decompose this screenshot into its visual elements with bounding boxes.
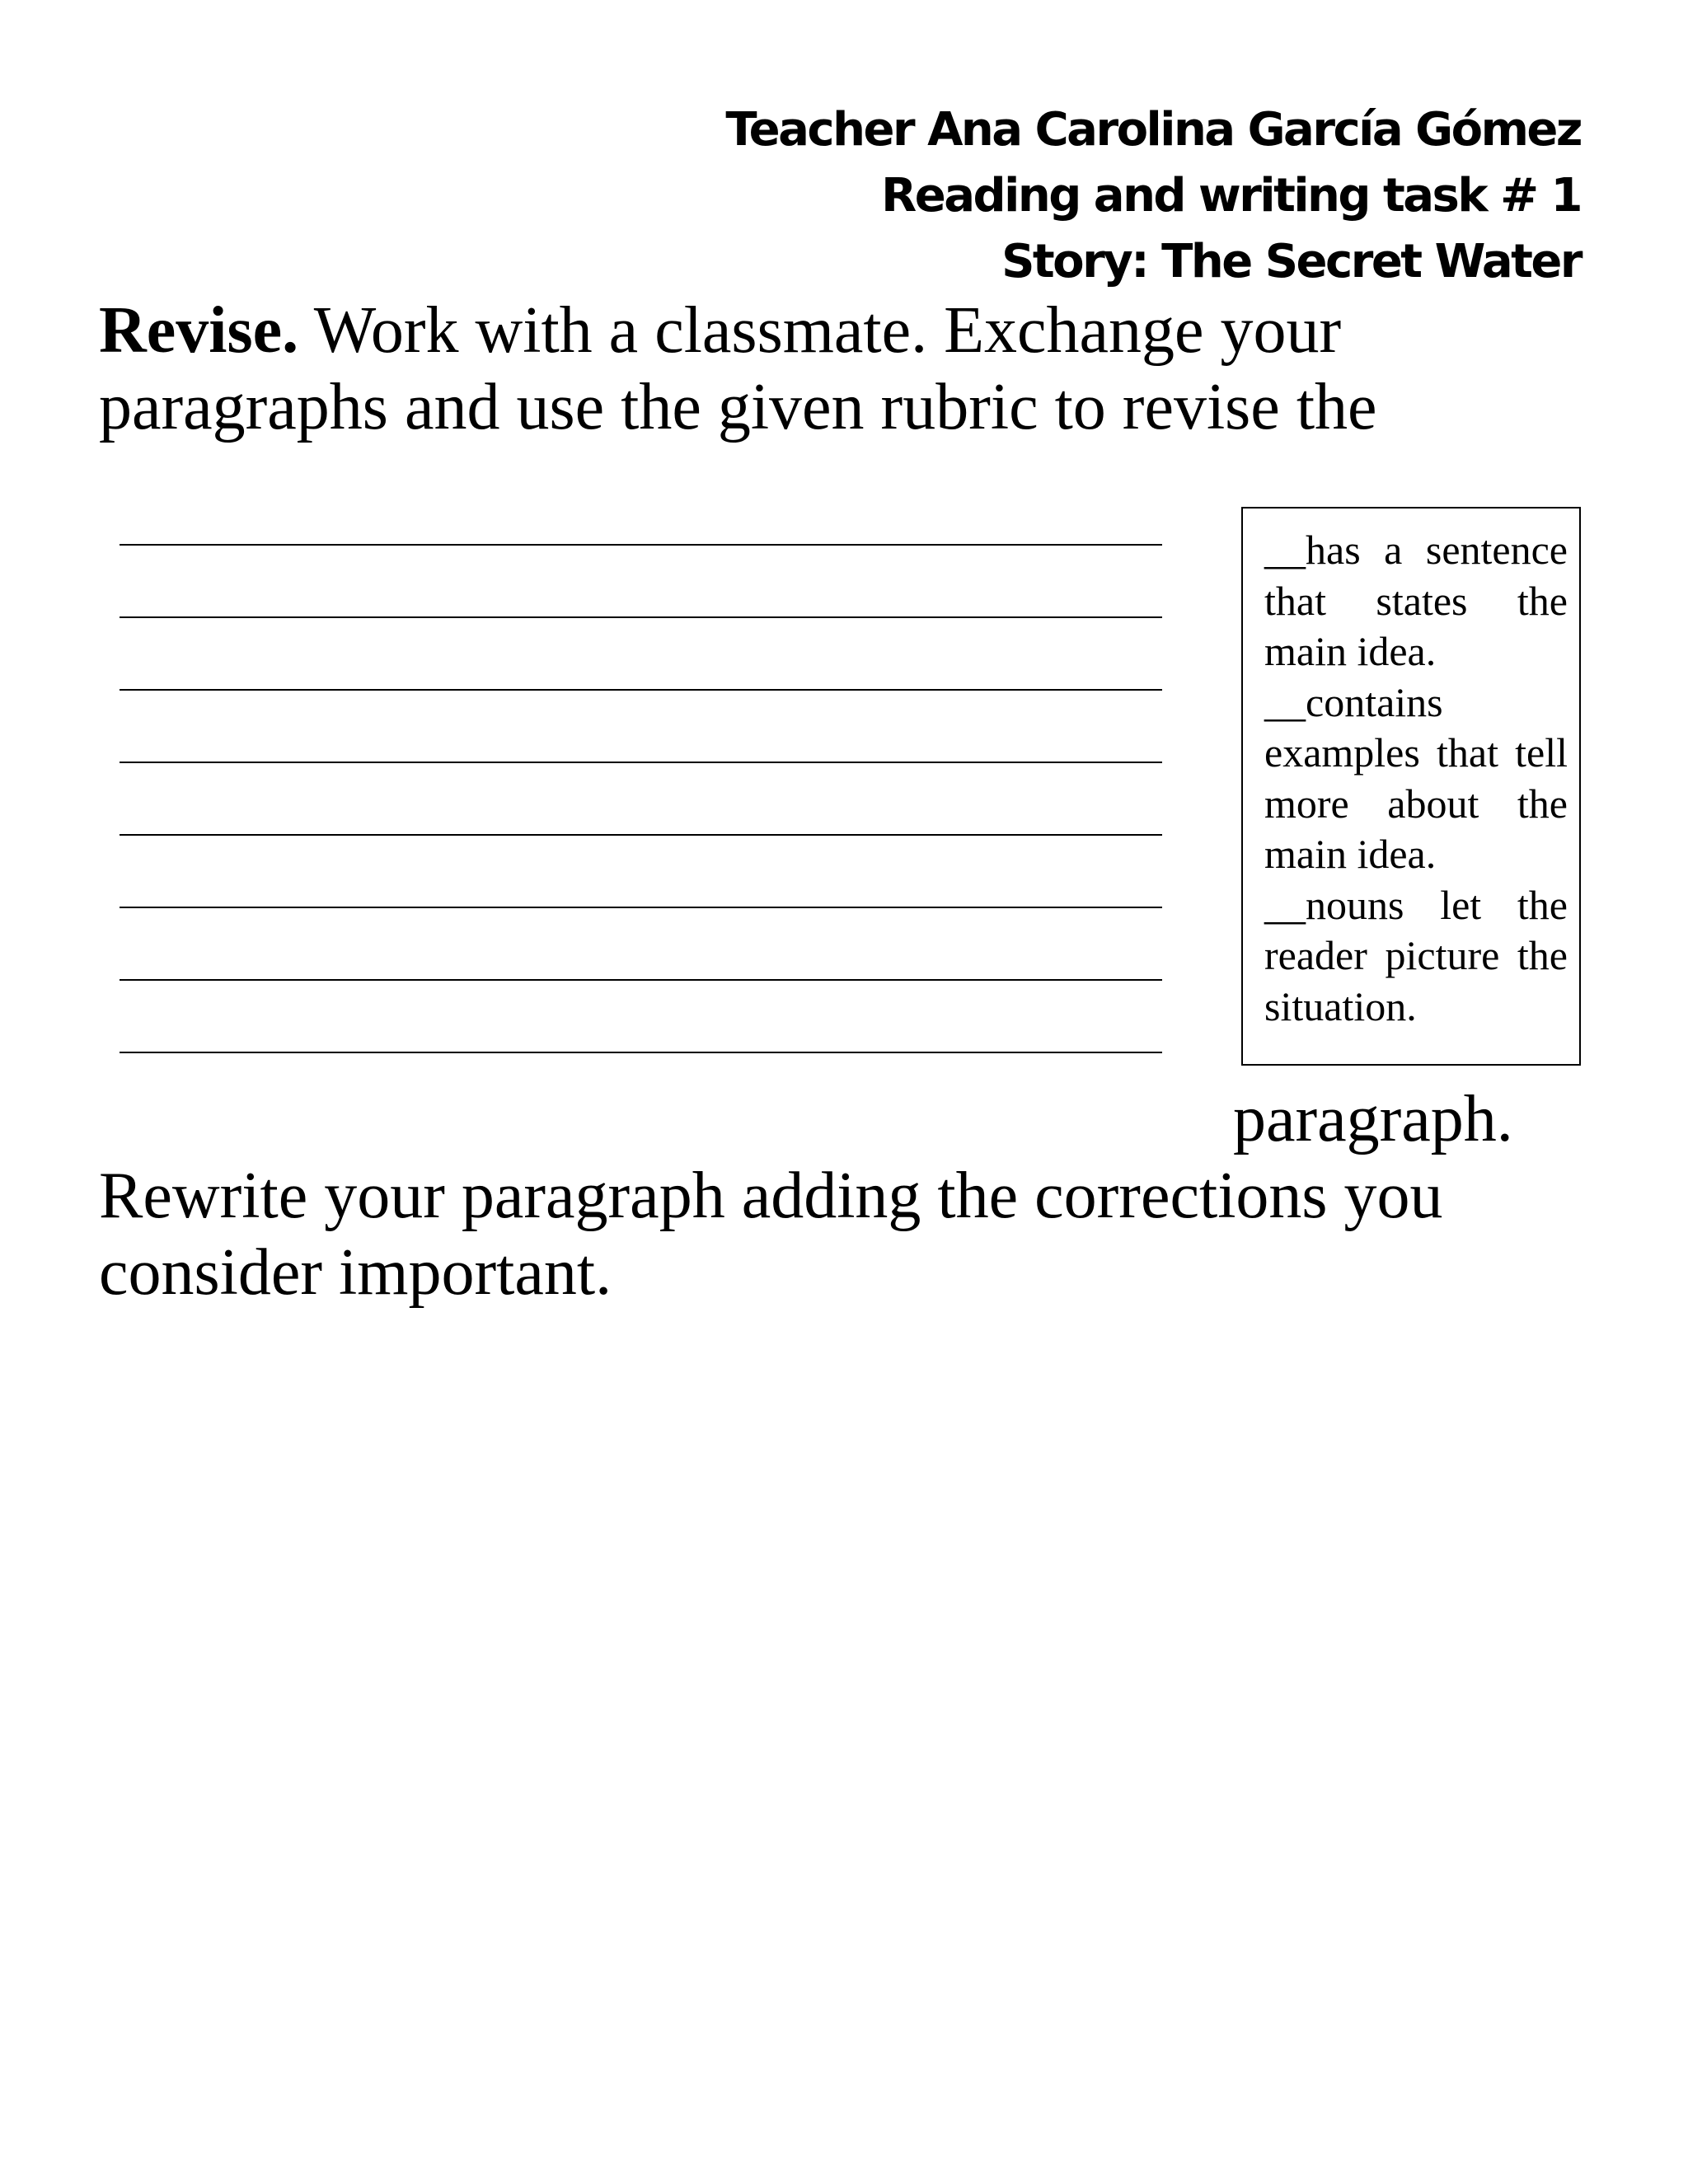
rewrite-line-2: consider important.	[99, 1236, 612, 1309]
teacher-name: Teacher Ana Carolina García Gómez	[725, 103, 1581, 157]
writing-line[interactable]	[120, 544, 1162, 546]
writing-line[interactable]	[120, 689, 1162, 691]
rubric-item: __has a sentence that states the main idea.	[1264, 527, 1568, 674]
writing-line[interactable]	[120, 907, 1162, 908]
rubric-item: __nouns let the reader picture the situation.	[1264, 881, 1568, 1029]
rubric-item: __contains examples that tell more about the main idea.	[1264, 678, 1568, 877]
revise-line-3: paragraph.	[1233, 1083, 1513, 1155]
writing-line[interactable]	[120, 1052, 1162, 1053]
rubric-box	[1241, 507, 1581, 1066]
rewrite-line-1: Rewrite your paragraph adding the corrections you	[99, 1160, 1443, 1232]
task-title: Reading and writing task # 1	[881, 169, 1581, 223]
rewrite-instructions	[99, 1158, 1443, 1311]
worksheet-header	[725, 97, 1581, 295]
revise-line-1-text: Work with a classmate. Exchange your	[298, 294, 1342, 367]
revise-instructions	[99, 293, 1377, 446]
writing-lines	[120, 544, 1162, 1124]
revise-line-2: paragraphs and use the given rubric to revise the	[99, 371, 1377, 443]
writing-line[interactable]	[120, 979, 1162, 981]
revise-line-1	[99, 293, 1377, 369]
revise-label: Revise.	[99, 294, 299, 367]
writing-line[interactable]	[120, 616, 1162, 618]
writing-line[interactable]	[120, 762, 1162, 763]
writing-line[interactable]	[120, 834, 1162, 836]
story-title: Story: The Secret Water	[1001, 235, 1581, 288]
